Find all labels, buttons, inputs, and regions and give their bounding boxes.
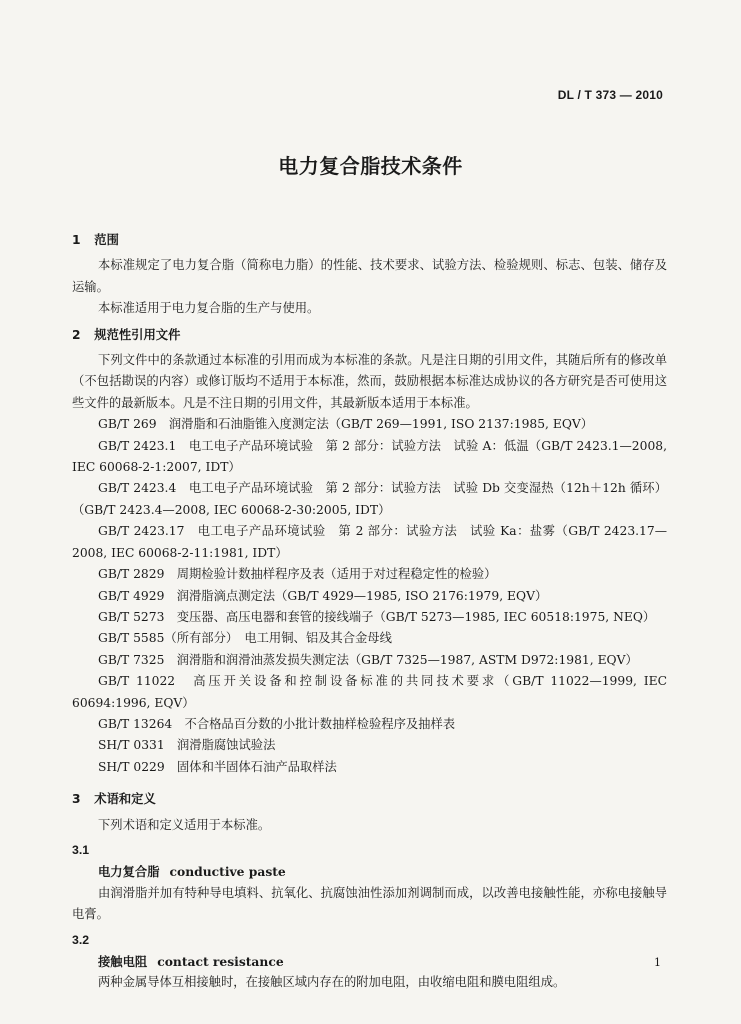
document-title: 电力复合脂技术条件 (278, 154, 463, 178)
term-title (72, 861, 667, 882)
reference-item: GB/T 5273 变压器、高压电器和套管的接线端子（GB/T 5273—1985, IEC 60518:1975, NEQ） (98, 609, 656, 624)
reference-item: GB/T 11022 高压开关设备和控制设备标准的共同技术要求（GB/T 11022—1999, IEC 60694:1996, EQV） (72, 674, 667, 710)
reference-item: GB/T 2423.17 电工电子产品环境试验 第 2 部分：试验方法 试验 Ka：盐雾（GB/T 2423.17—2008, IEC 60068-2-11:1981, IDT） (72, 524, 667, 560)
term-en: contact resistance (157, 954, 284, 969)
reference-item: GB/T 2423.1 电工电子产品环境试验 第 2 部分：试验方法 试验 A：低温（GB/T 2423.1—2008, IEC 60068-2-1:2007, IDT） (72, 438, 667, 475)
section-3-paragraph-1: 下列术语和定义适用于本标准。 (98, 817, 271, 832)
document-body (72, 225, 667, 994)
reference-item: GB/T 2423.4 电工电子产品环境试验 第 2 部分：试验方法 试验 Db 交变湿热（12h＋12h 循环）（GB/T 2423.4—2008, IEC 60068-2-30:2005, IDT） (72, 481, 667, 517)
term-definition: 由润滑脂并加有特种导电填料、抗氧化、抗腐蚀油性添加剂调制而成，以改善电接触性能，亦称电接触导电膏。 (72, 885, 667, 922)
section-1-paragraph-1: 本标准规定了电力复合脂（简称电力脂）的性能、技术要求、试验方法、检验规则、标志、包装、储存及运输。 (72, 258, 667, 294)
term-zh: 电力复合脂 (98, 864, 160, 880)
term-number: 3.1 (72, 842, 90, 857)
reference-item: GB/T 13264 不合格品百分数的小批计数抽样检验程序及抽样表 (98, 716, 456, 731)
section-heading-1: 1 范围 (72, 233, 119, 247)
section-1-paragraph-2: 本标准适用于电力复合脂的生产与使用。 (98, 301, 320, 316)
term-title (72, 951, 667, 972)
reference-item: GB/T 269 润滑脂和石油脂锥入度测定法（GB/T 269—1991, ISO 2137:1985, EQV） (98, 417, 594, 432)
reference-item: GB/T 4929 润滑脂滴点测定法（GB/T 4929—1985, ISO 2176:1979, EQV） (98, 588, 548, 603)
reference-item: GB/T 5585（所有部分） 电工用铜、铝及其合金母线 (98, 631, 392, 646)
term-definition: 两种金属导体互相接触时，在接触区域内存在的附加电阻，由收缩电阻和膜电阻组成。 (98, 975, 566, 990)
reference-item: GB/T 2829 周期检验计数抽样程序及表（适用于对过程稳定性的检验） (98, 567, 497, 582)
term-en: conductive paste (169, 864, 286, 880)
section-heading-3: 3 术语和定义 (72, 792, 156, 807)
reference-item: GB/T 7325 润滑脂和润滑油蒸发损失测定法（GB/T 7325—1987, ASTM D972:1981, EQV） (98, 652, 638, 667)
reference-item: SH/T 0331 润滑脂腐蚀试验法 (98, 738, 276, 753)
standard-code: DL / T 373 — 2010 (557, 88, 663, 102)
term-number: 3.2 (72, 932, 90, 947)
reference-item: SH/T 0229 固体和半固体石油产品取样法 (98, 759, 337, 774)
section-2-paragraph-1: 下列文件中的条款通过本标准的引用而成为本标准的条款。凡是注日期的引用文件，其随后所有的修改单（不包括勘误的内容）或修订版均不适用于本标准，然而，鼓励根据本标准达成协议的各方研究是否可使用这些文件的最新版本。凡是不注日期的引用文件，其最新版本适用于本标准。 (72, 353, 667, 410)
section-heading-2: 2 规范性引用文件 (72, 327, 181, 342)
term-zh: 接触电阻 (98, 954, 148, 969)
page-number: 1 (654, 956, 661, 969)
